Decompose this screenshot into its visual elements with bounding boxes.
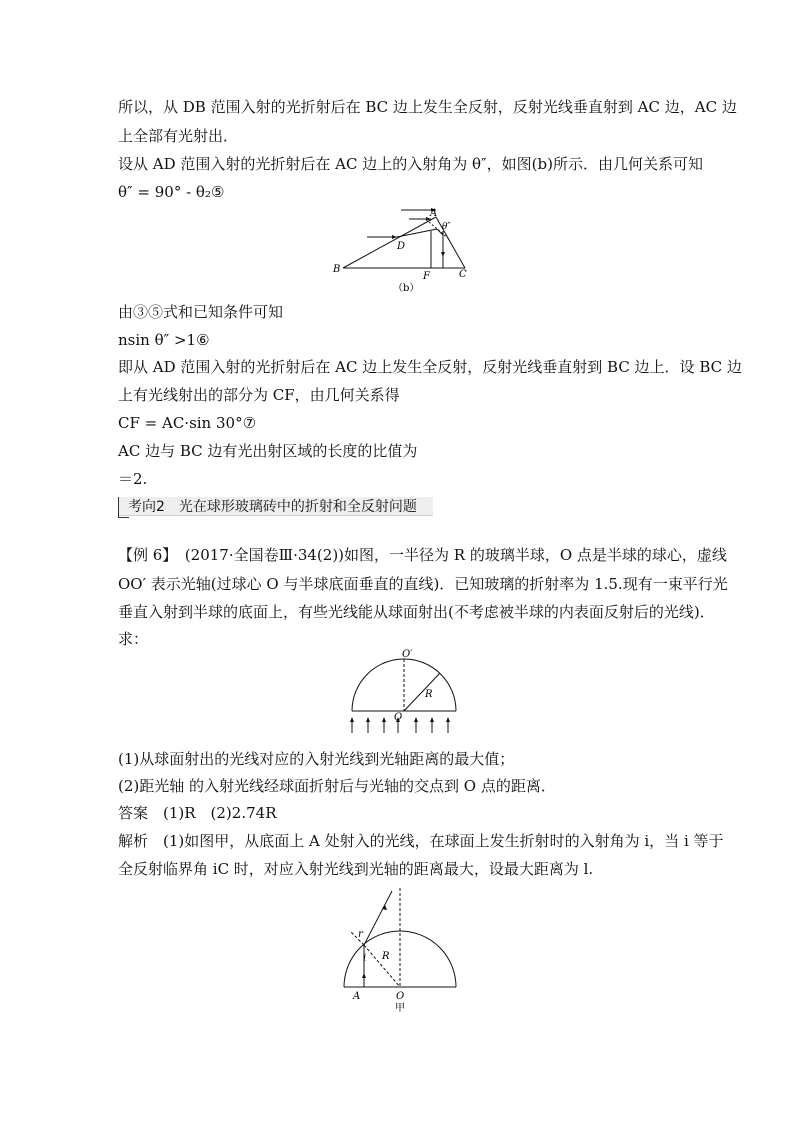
jia-label-a: A — [353, 991, 361, 1002]
text-line-9: CF = AC·sin 30°⑦ — [118, 414, 257, 432]
jia-label-r: r — [358, 929, 363, 940]
text-line-3: 设从 AD 范围入射的光折射后在 AC 边上的入射角为 θ″，如图(b)所示．由几何关系可知 — [118, 155, 703, 173]
label-theta: θ″ — [442, 222, 451, 232]
label-f: F — [423, 271, 430, 282]
label-d: D — [397, 241, 406, 252]
label-c: C — [459, 269, 467, 280]
jia-label-big-r: R — [382, 951, 390, 962]
label-o-prime: O′ — [402, 649, 413, 660]
label-b: B — [333, 264, 341, 275]
side-ab — [343, 217, 436, 268]
text-line-7: 即从 AD 范围入射的光折射后在 AC 边上发生全反射，反射光线垂直射到 BC 边上．设 BC 边 — [118, 358, 742, 376]
jia-refracted — [364, 891, 392, 945]
text-line-6: nsin θ″ >1⑥ — [118, 331, 210, 349]
label-a: A — [430, 208, 438, 219]
question-1: (1)从球面射出的光线对应的入射光线到光轴距离的最大值； — [118, 750, 515, 768]
question-2: (2)距光轴 的入射光线经球面折射后与光轴的交点到 O 点的距离． — [118, 777, 556, 795]
example-line-2: OO′ 表示光轴(过球心 O 与半球底面垂直的直线)．已知玻璃的折射率为 1.5.现有一束平行光 — [118, 575, 728, 593]
example-line-4: 求： — [118, 630, 149, 648]
jia-caption: 甲 — [395, 1003, 405, 1014]
text-line-2: 上全部有光射出． — [118, 127, 239, 145]
section-title: 考向2 光在球形玻璃砖中的折射和全反射问题 — [128, 499, 417, 515]
example-line-3: 垂直入射到半球的底面上，有些光线能从球面射出(不考虑被半球的内表面反射后的光线)． — [118, 603, 715, 621]
jia-label-i: i — [363, 953, 367, 964]
label-r: R — [425, 689, 433, 700]
text-line-4: θ″ = 90° - θ₂⑤ — [118, 183, 225, 201]
analysis-line-1: 解析 (1)如图甲，从底面上 A 处射入的光线，在球面上发生折射时的入射角为 i，当 i 等于 — [118, 832, 724, 850]
figure-b-caption: （b） — [393, 283, 420, 294]
arrow-4 — [441, 252, 445, 257]
radius-line — [404, 673, 440, 711]
section-heading — [118, 493, 433, 519]
label-o: O — [394, 712, 403, 723]
jia-label-o: O — [396, 991, 405, 1002]
text-line-11: ＝2. — [118, 470, 148, 488]
text-line-10: AC 边与 BC 边有光出射区域的长度的比值为 — [118, 442, 418, 460]
jia-arrow-1 — [362, 973, 366, 978]
figure-hemisphere — [340, 645, 470, 737]
example-line-1: 【例 6】 (2017·全国卷Ⅲ·34(2))如图，一半径为 R 的玻璃半球，O 点是半球的球心，虚线 — [118, 546, 727, 564]
text-line-8: 上有光线射出的部分为 CF，由几何关系得 — [118, 386, 400, 404]
figure-jia — [330, 885, 470, 1020]
answer-line: 答案 (1)R (2)2.74R — [118, 804, 277, 822]
text-line-1: 所以，从 DB 范围入射的光折射后在 BC 边上发生全反射，反射光线垂直射到 AC 边，AC 边 — [118, 98, 737, 116]
analysis-line-2: 全反射临界角 iC 时，对应入射光线到光轴的距离最大，设最大距离为 l. — [118, 860, 594, 878]
figure-b — [325, 205, 485, 300]
text-line-5: 由③⑤式和已知条件可知 — [118, 303, 284, 321]
